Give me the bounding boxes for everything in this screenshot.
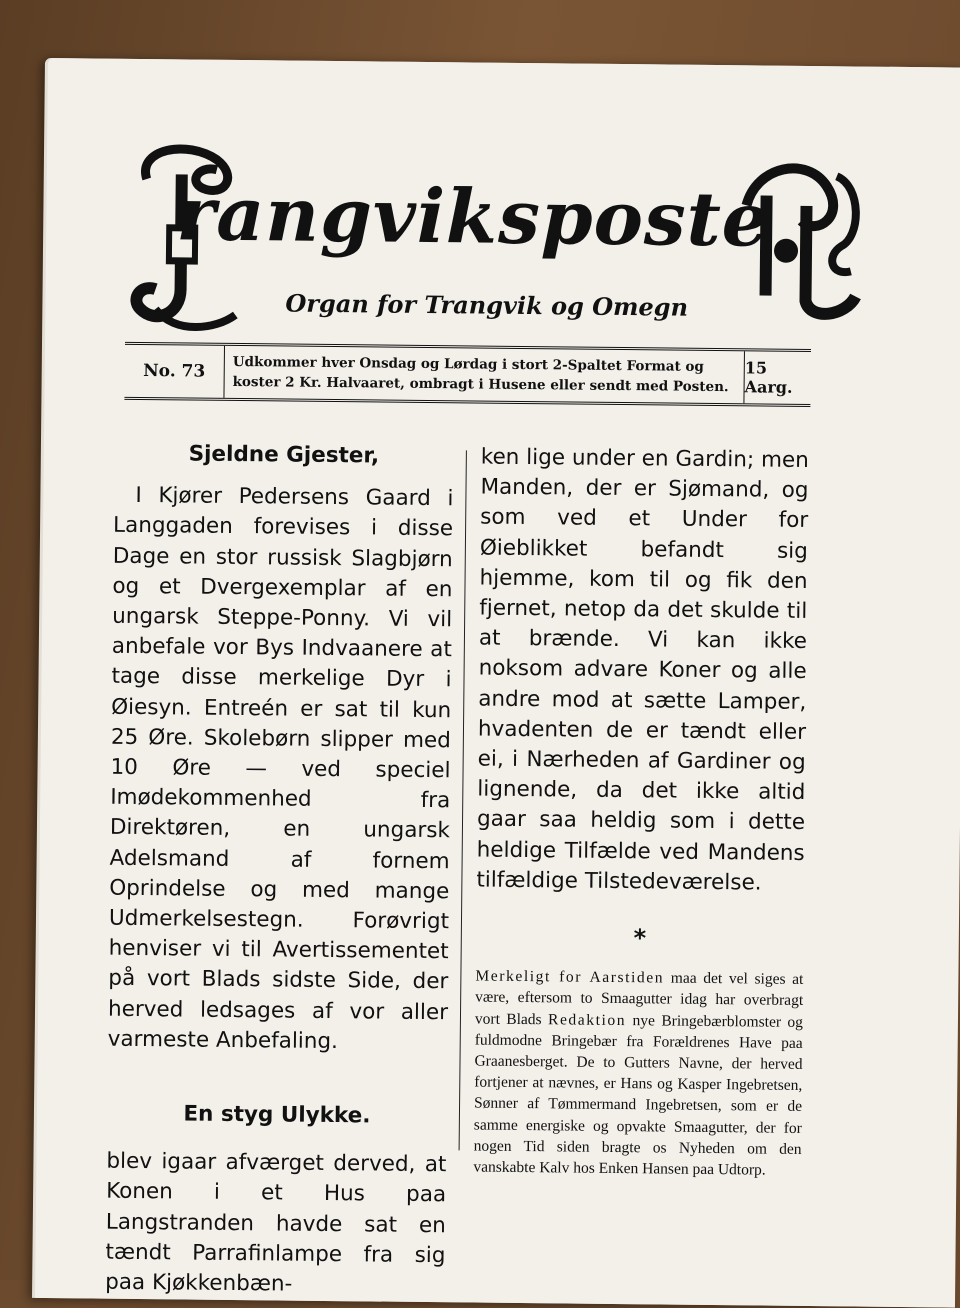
masthead-title: rangviksposte [175,171,771,264]
article-lead-redaktion: Redaktion [547,1010,627,1029]
article-heading-sjeldne-gjester: Sjeldne Gjester, [188,441,380,469]
article-body-merkeligt [473,966,803,1181]
article-text-merkeligt-1: maa det vel siges at være, eftersom to Smaagutter idag har overbragt vort Blads [474,969,804,1028]
article-body-ulykke-continued: ken lige under en Gardin; men Manden, der er Sjømand, og som ved et Under for Øieblikket befandt sig hjemme, kom til og fik den fjernet, netop da det skulde til at brænde. Vi kan ikke noksom advare Koner og alle andre mod at sætte Lamper, hvadenten de er tændt eller ei, i Nærheden af Gardiner og lignende, da det ikke altid gaar saa heldig som i dette heldige Tilfælde ved Mandens tilfældige Tilstedeværelse. [476,444,809,896]
issue-info-bar [124,342,811,407]
article-body-ulykke-start: blev igaar afværget derved, at Konen i et Hus paa Langstranden havde sat en tændt Parrafinlampe fra sig paa Kjøkkenbæn- [105,1148,447,1297]
column-divider [459,450,467,1150]
newspaper-page [35,58,960,1308]
article-text-merkeligt-2: nye Bringebærblomster og fuldmodne Bringebær fra Forældrenes Have paa Graanesberget. De to Gutters Navne, der herved fortjener at nævnes, er Hans og Kasper Ingebretsen, Sønner af Tømmermand Ingebretsen, som er de samme energiske og opvakte Smaagutter, der for nogen Tid siden bragte os Nyheden om den vanskabte Kalv hos Enken Hansen paa Udtorp. [473,1011,804,1179]
masthead [135,119,857,357]
article-body-sjeldne-gjester: I Kjører Pedersens Gaard i Langgaden forevises i disse Dage en stor russisk Slagbjørn og et Dvergexemplar af en ungarsk Steppe-Ponny. Vi vil anbefale vor Bys Indvaanere at tage disse merkelige Dyr i Øiesyn. Entreén er sat til kun 25 Øre. Skolebørn slipper med 10 Øre — ved speciel Imødekommenhed fra Direktøren, en ungarsk Adelsmand af fornem Oprindelse og med mange Udmerkelsestegn. Forøvrigt henviser vi til Avertissementet på vort Blads sidste Side, der herved ledsages af vor aller varmeste Anbefaling. [107,483,454,1054]
section-separator: * [633,924,647,953]
masthead-subtitle: Organ for Trangvik og Omegn [285,288,689,322]
left-column [105,439,454,1302]
ornamental-n-final [735,145,867,336]
article-heading-en-styg-ulykke: En styg Ulykke. [183,1101,371,1129]
issue-number: No. 73 [124,345,225,398]
volume-year: 15 Aarg. [744,358,793,397]
article-lead-merkeligt: Merkeligt for Aarstiden [475,967,665,987]
right-column [473,443,809,1182]
subscription-info: Udkommer hver Onsdag og Lørdag i stort 2-Spaltet Format og koster 2 Kr. Halvaaret, ombragt i Husene eller sendt med Posten. [224,346,745,403]
